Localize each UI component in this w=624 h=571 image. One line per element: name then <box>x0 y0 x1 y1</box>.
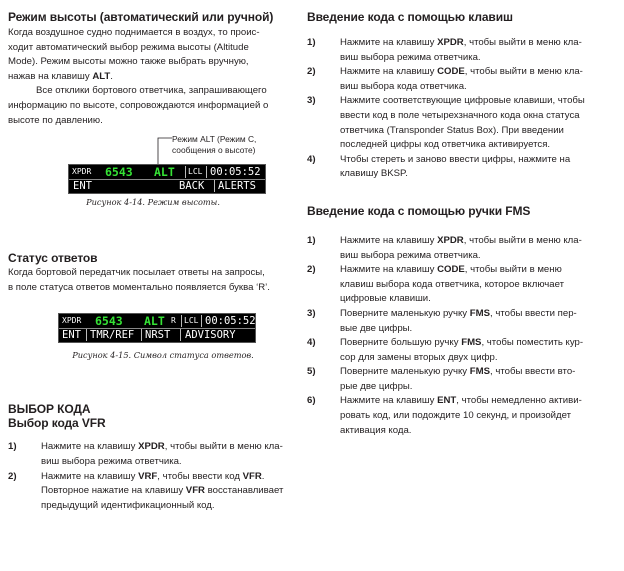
text-run: нажав на клавишу <box>8 70 93 82</box>
step-line <box>340 336 607 351</box>
step-line <box>340 80 607 95</box>
step-number: 2) <box>8 470 17 482</box>
text-line: высоте по давлению. <box>8 114 103 126</box>
text-run: , чтобы ввести код <box>157 470 243 482</box>
text-line: информацию по высоте, сопровождаются информацией о <box>8 99 269 111</box>
step-line <box>41 470 298 485</box>
key-name: FMS <box>461 337 482 349</box>
list-item <box>307 234 607 263</box>
text-run: , чтобы немедленно активи- <box>456 395 582 407</box>
text-run: ответчика (Transponder Status Box). При введении <box>340 124 564 136</box>
text-run: последней цифры код ответчика активируется. <box>340 139 551 151</box>
text-run: , чтобы выйти в меню <box>464 264 562 276</box>
step-line <box>340 153 607 168</box>
keys-entry-heading: Введение кода с помощью клавиш <box>307 10 513 24</box>
step-line <box>340 292 607 307</box>
list-item <box>307 307 607 336</box>
fms-steps <box>307 234 607 438</box>
step-line <box>340 322 607 337</box>
key-name: FMS <box>469 366 491 378</box>
text-run: Поверните маленькую ручку <box>340 307 470 319</box>
text-line <box>8 70 298 85</box>
callout-alt-mode <box>172 134 297 156</box>
list-item <box>307 153 607 182</box>
step-line <box>340 307 607 322</box>
text-line: ходит автоматический выбор режима высоты (Altitude <box>8 41 249 53</box>
text-run: рые две цифры. <box>340 380 413 392</box>
step-number: 1) <box>307 234 316 246</box>
step-line <box>340 249 607 264</box>
key-name: FMS <box>469 307 491 319</box>
step-number: 1) <box>8 441 17 453</box>
text-line: Когда бортовой передатчик посылает ответы на запросы, <box>8 267 265 279</box>
figure-reply-status <box>8 295 298 374</box>
step-number: 3) <box>307 95 316 107</box>
figure-caption: Рисунок 4-15. Символ статуса ответов. <box>72 350 254 361</box>
step-line <box>340 94 607 109</box>
step-line <box>340 409 607 424</box>
step-line <box>340 124 607 139</box>
step-number: 5) <box>307 366 316 378</box>
key-name: XPDR <box>437 234 464 246</box>
display-row-softkeys <box>59 328 255 341</box>
step-line <box>340 263 607 278</box>
figure-altitude-mode <box>8 128 298 212</box>
key-name: XPDR <box>138 441 165 453</box>
text-run: Поверните большую ручку <box>340 337 462 349</box>
text-run: . <box>110 70 113 82</box>
text-run: виш выбора режима ответчика. <box>41 455 182 467</box>
text-run: , чтобы выйти в меню кла- <box>464 66 583 78</box>
key-name: CODE <box>437 264 465 276</box>
step-line <box>340 109 607 124</box>
step-line <box>340 394 607 409</box>
reply-r-indicator: R <box>171 316 176 326</box>
step-line <box>41 499 298 514</box>
text-run: Нажмите на клавишу <box>340 395 438 407</box>
text-line: Все отклики бортового ответчика, запрашивающего <box>36 85 267 97</box>
step-line <box>340 380 607 395</box>
text-run: Нажмите на клавишу <box>41 441 139 453</box>
step-number: 4) <box>307 337 316 349</box>
text-run: , чтобы выйти в меню кла- <box>463 37 582 48</box>
text-run: , чтобы выйти в меню кла- <box>463 234 582 246</box>
callout-line: Режим ALT (Режим C, <box>172 134 257 145</box>
step-line <box>41 440 298 455</box>
text-run: Нажмите на клавишу <box>340 234 438 246</box>
list-item <box>307 65 607 94</box>
list-item <box>307 365 607 394</box>
step-number: 4) <box>307 153 316 165</box>
keys-steps <box>307 36 607 182</box>
alt-mode-indicator: ALT <box>154 165 175 180</box>
fms-entry-heading: Введение кода с помощью ручки FMS <box>307 203 531 218</box>
reply-paragraph <box>8 266 298 295</box>
text-run: виш выбора режима ответчика. <box>340 51 481 63</box>
xpdr-label: XPDR <box>72 167 92 177</box>
key-name: VFR <box>185 485 205 497</box>
squawk-code: 6543 <box>95 314 123 329</box>
step-line <box>340 51 607 66</box>
text-run: Нажмите соответствующие цифровые клавиши, чтобы <box>340 95 585 107</box>
text-run: ровать код, или подождите 10 секунд, и произойдет <box>340 410 572 422</box>
step-number: 2) <box>307 264 316 276</box>
key-name: ALT <box>92 70 111 82</box>
step-line <box>340 234 607 249</box>
callout-line: сообщения о высоте) <box>172 145 256 156</box>
step-line <box>340 365 607 380</box>
reply-status-display <box>58 313 256 343</box>
text-run: клавишу BKSP. <box>340 168 408 180</box>
display-row-status <box>59 315 255 327</box>
altitude-paragraph <box>8 26 298 128</box>
text-run: Нажмите на клавишу <box>340 264 438 276</box>
text-run: Чтобы стереть и заново ввести цифры, нажмите на <box>340 153 571 165</box>
softkey-ent[interactable]: ENT <box>62 329 81 342</box>
softkey-advisory[interactable]: ADVISORY <box>185 329 236 342</box>
key-name: VFR <box>242 470 262 482</box>
xpdr-label: XPDR <box>62 316 82 326</box>
step-line <box>340 278 607 293</box>
list-item <box>307 336 607 365</box>
step-number: 1) <box>307 37 316 48</box>
step-line <box>340 424 607 439</box>
text-run: , чтобы ввести пер- <box>490 307 577 319</box>
text-run: , чтобы ввести вто- <box>490 366 576 378</box>
step-line <box>340 138 607 153</box>
text-run: клавиш выбора кода ответчика, которое включает <box>340 278 565 290</box>
text-line: Когда воздушное судно поднимается в воздух, то проис- <box>8 27 260 38</box>
alt-mode-indicator: ALT <box>144 314 165 329</box>
display-row-softkeys <box>69 179 265 192</box>
text-run: , чтобы выйти в меню кла- <box>164 441 283 453</box>
text-run: виш выбора кода ответчика. <box>340 80 467 92</box>
list-item <box>8 440 298 469</box>
step-line <box>41 455 298 470</box>
step-line <box>340 36 607 51</box>
clock-time: 00:05:52 <box>205 315 256 328</box>
step-line <box>340 351 607 366</box>
softkey-ent[interactable]: ENT <box>73 180 92 193</box>
squawk-code: 6543 <box>105 165 133 180</box>
code-selection-heading: ВЫБОР КОДА <box>8 402 91 417</box>
list-item <box>307 263 607 307</box>
step-line <box>41 484 298 499</box>
lcl-label: LCL <box>188 167 203 177</box>
text-run: ввести код в поле четырехзначного кода окна статуса <box>340 109 580 121</box>
text-run: цифровые клавиши. <box>340 293 431 305</box>
softkey-alerts[interactable]: ALERTS <box>218 180 256 193</box>
text-run: активация кода. <box>340 424 412 436</box>
text-line: Mode). Режим высоты можно также выбрать вручную, <box>8 56 249 68</box>
text-run: восстанавливает <box>204 485 284 497</box>
clock-time: 00:05:52 <box>210 166 261 179</box>
display-row-status <box>69 166 265 178</box>
vfr-code-heading: Выбор кода VFR <box>8 416 106 431</box>
text-run: вые две цифры. <box>340 322 413 334</box>
text-run: виш выбора режима ответчика. <box>340 249 481 261</box>
key-name: VRF <box>138 470 158 482</box>
key-name: XPDR <box>437 37 464 48</box>
text-run: сор для замены вторых двух цифр. <box>340 351 498 363</box>
step-number: 6) <box>307 395 316 407</box>
list-item <box>307 36 607 65</box>
vfr-steps <box>8 440 298 513</box>
text-run: Поверните маленькую ручку <box>340 366 470 378</box>
step-number: 2) <box>307 66 316 78</box>
reply-status-heading: Статус ответов <box>8 251 98 266</box>
text-run: Нажмите на клавишу <box>41 470 139 482</box>
softkey-nrst[interactable]: NRST <box>145 329 171 342</box>
text-run: предыдущий идентификационный код. <box>41 499 215 511</box>
step-number: 3) <box>307 307 316 319</box>
lcl-label: LCL <box>184 316 199 326</box>
text-run: , чтобы поместить кур- <box>481 337 584 349</box>
step-line <box>340 167 607 182</box>
left-column <box>8 10 298 513</box>
key-name: CODE <box>437 66 465 78</box>
text-run: . <box>261 470 265 482</box>
list-item <box>307 394 607 438</box>
list-item <box>8 470 298 514</box>
altitude-mode-heading: Режим высоты (автоматический или ручной) <box>8 10 274 24</box>
text-run: Нажмите на клавишу <box>340 66 438 78</box>
right-column <box>307 10 607 438</box>
callout-leader-line <box>156 136 176 166</box>
step-line <box>340 65 607 80</box>
figure-caption: Рисунок 4-14. Режим высоты. <box>86 197 220 208</box>
key-name: ENT <box>437 395 457 407</box>
list-item <box>307 94 607 152</box>
text-run: Повторное нажатие на клавишу <box>41 485 186 497</box>
text-run: Нажмите на клавишу <box>340 37 438 48</box>
softkey-tmr-ref[interactable]: TMR/REF <box>90 329 135 342</box>
text-line: в поле статуса ответов моментально появляется буква ‘R’. <box>8 281 270 293</box>
softkey-back[interactable]: BACK <box>179 180 205 193</box>
alt-mode-display <box>68 164 266 194</box>
